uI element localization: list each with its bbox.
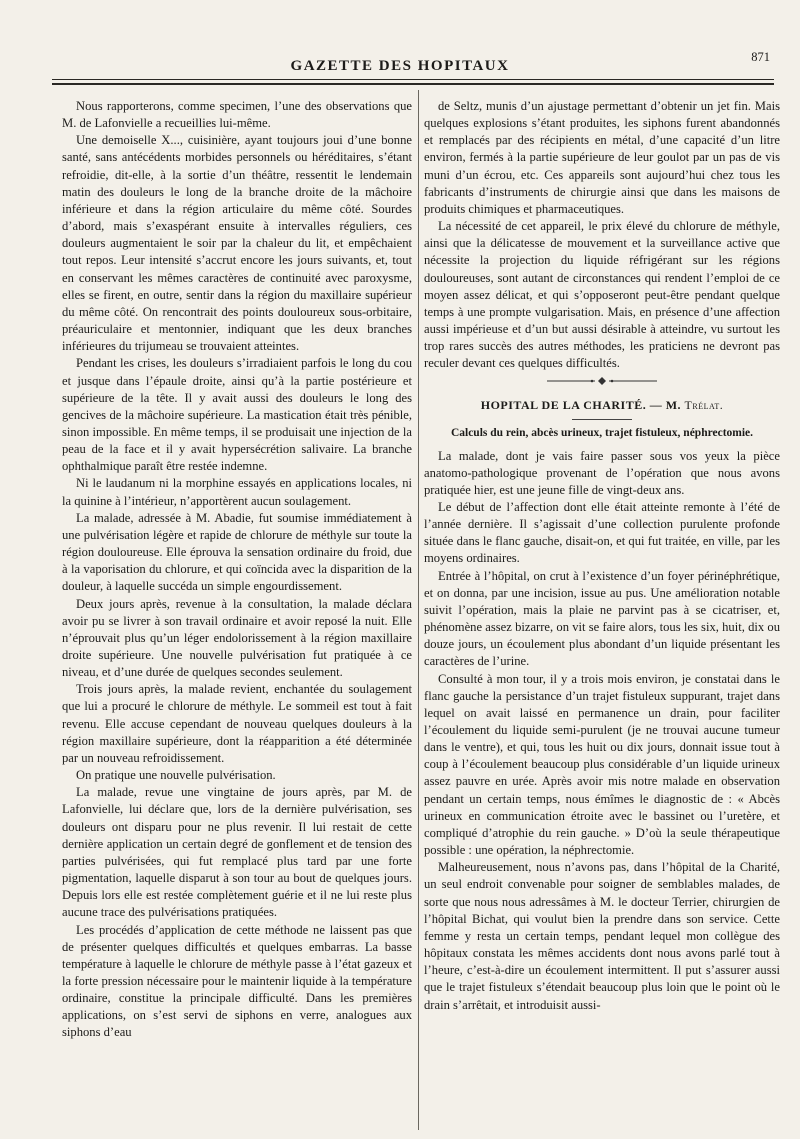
paragraph: Une demoiselle X..., cuisinière, ayant toujours joui d’une bonne santé, sans antécédents morbides personnels ou héréditaires, s’étant refroidie, dit-elle, à la sortie d’un théâtre, ressentit le lendemain matin des douleurs le long de la branche droite de la mâchoire inférieure et dans la région articulaire du même côté. Sourdes d’abord, mais s’exaspérant ensuite à intervalles réguliers, ces douleurs augmentaient le soir par la chaleur du lit, et empêchaient tout repos. Leur intensité s’accrut encore les jours suivants, et, tout en conservant les mêmes caractères de continuité avec paroxysme, elles se firent, en outre, sentir dans la région du maxillaire supérieur du même côté. On rencontrait des points douloureux sous-orbitaire, préauriculaire et mentonnier, indiquant que les deux branches inférieures du trijumeau se trouvaient atteintes.	[62, 133, 412, 354]
page-number: 871	[751, 50, 770, 64]
paragraph: La malade, adressée à M. Abadie, fut soumise immédiatement à une pulvérisation légère et rapide de chlorure de méthyle sur toute la région douloureuse. Elle éprouva la sensation ordinaire du froid, due à la vaporisation du chlorure, et qui coïncida avec la disparition de la douleur, à laquelle succéda un simple engourdissement.	[62, 510, 412, 594]
column-divider	[418, 90, 419, 1130]
section-heading	[424, 397, 780, 413]
short-rule	[572, 419, 632, 420]
paragraph: Trois jours après, la malade revient, enchantée du soulagement que lui a procuré le chlorure de méthyle. Le sommeil est tout à fait revenu. Elle accuse cependant de nouveau quelques douleurs à la région maxillaire supérieure, dont la réapparition a été déterminée par un nouveau refroidissement.	[62, 682, 412, 765]
section-heading-text: HOPITAL DE LA CHARITÉ. — M.	[480, 397, 682, 412]
right-column	[424, 98, 780, 1014]
left-column	[62, 98, 412, 1042]
header-rule-thick	[52, 83, 774, 85]
paragraph: La nécessité de cet appareil, le prix élevé du chlorure de méthyle, ainsi que la délicatesse de mouvement et la surveillance active que nécessite la projection du liquide réfrigérant sur les régions douloureuses, sont autant de circonstances qui rendent l’emploi de ce moyen assez délicat, et qui s’opposeront peut-être pendant quelque temps à une prompte vulgarisation. Mais, en présence d’une affection aussi impérieuse et d’un but aussi désirable à atteindre, vu surtout les trop rares succès des autres méthodes, les praticiens ne devront pas reculer devant ces quelques difficultés.	[424, 219, 780, 371]
paragraph: Malheureusement, nous n’avons pas, dans l’hôpital de la Charité, un seul endroit convenable pour soigner de semblables malades, de sorte que nous nous adressâmes à M. le docteur Terrier, chirurgien de l’hôpital Bichat, qui voulut bien la prendre dans son service. Cette femme y resta un certain temps, pendant lequel mon collègue des hôpitaux constata les mêmes accidents dont nous avons parlé tout à l’heure, c’est-à-dire un écoulement intermittent. Il put s’assurer aussi que le trajet fistuleux s’étendait beaucoup plus loin que le point où le drain s’arrêtait, et introduisit aussi-	[424, 860, 780, 1012]
paragraph: Les procédés d’application de cette méthode ne laissent pas que de présenter quelques difficultés et quelques embarras. La basse température à laquelle le chlorure de méthyle passe à l’état gazeux et la forte pression nécessaire pour le maintenir liquide à la température ordinaire, constitue la principale difficulté. Dans les premières applications, on s’est servi de siphons en verre, analogues aux siphons d’eau	[62, 922, 412, 1040]
section-ornament-icon	[547, 377, 657, 385]
section-author: Trélat.	[684, 397, 724, 412]
paragraph: Consulté à mon tour, il y a trois mois environ, je constatai dans le flanc gauche la persistance d’un trajet fistuleux suppurant, trajet dans lequel on avait laissé en permanence un drain, pour faciliter l’écoulement du liquide semi-purulent (je ne trouvai aucune tumeur dans le ventre), et qui, tous les huit ou dix jours, donnait issue tout à coup à l’écoulement beaucoup plus considérable d’un liquide urineux assez pauvre en urée. Après avoir mis notre malade en observation pendant un certain temps, nous émîmes le diagnostic de : « Abcès urineux en communication étroite avec le bassinet ou l’uretère, et compliqué d’atrophie du rein gauche. » D’où la seule thérapeutique possible : une opération, la néphrectomie.	[424, 671, 780, 858]
paragraph: Entrée à l’hôpital, on crut à l’existence d’un foyer périnéphrétique, et on donna, par une incision, issue au pus. Une amélioration notable suivit l’opération, mais la plaie ne parvint pas à se cicatriser, et, phénomène assez bizarre, on vit se faire alors, tous les six, huit, dix ou douze jours, un écoulement plus abondant d’un liquide présentant les caractères de l’urine.	[424, 568, 780, 669]
paragraph: La malade, dont je vais faire passer sous vos yeux la pièce anatomo-pathologique provenant de l’opération que nous avons pratiquée hier, est une jeune fille de vingt-deux ans.	[424, 448, 780, 497]
paragraph: Ni le laudanum ni la morphine essayés en applications locales, ni la quinine à l’intérieur, n’apportèrent aucun soulagement.	[62, 476, 412, 508]
running-title: GAZETTE DES HOPITAUX	[290, 58, 510, 74]
header-rule-thin	[52, 79, 774, 80]
paragraph: Pendant les crises, les douleurs s’irradiaient parfois le long du cou et jusque dans l’épaule droite, ainsi qu’à la partie postérieure et supérieure de la tête. Il y avait aussi des douleurs le long des gencives de la mâchoire supérieure. La mastication était très pénible, sinon impossible. En même temps, il se produisait une injection de la peau de la face et il y avait hypersécrétion salivaire. La branche ophthalmique paraît être restée indemne.	[62, 356, 412, 474]
paragraph: On pratique une nouvelle pulvérisation.	[76, 768, 276, 783]
subheading: Calculs du rein, abcès urineux, trajet fistuleux, néphrectomie.	[450, 426, 754, 439]
paragraph: Nous rapporterons, comme specimen, l’une des observations que M. de Lafonvielle a recueillies lui-même.	[62, 99, 412, 131]
paragraph: La malade, revue une vingtaine de jours après, par M. de Lafonvielle, lui déclare que, lors de la dernière pulvérisation, ses douleurs ont disparu pour ne plus revenir. Il lui restait de cette dernière application un certain degré de gonflement et de tension des parties pulvérisées, qui fut remplacé plus tard par une forte pigmentation, laquelle disparut à son tour au bout de quelques jours. Depuis lors elle est restée complètement guérie et il ne lui reste plus aucune trace des pulvérisations pratiquées.	[62, 785, 412, 920]
paragraph: de Seltz, munis d’un ajustage permettant d’obtenir un jet fin. Mais quelques explosions s’étant produites, les siphons furent abandonnés et remplacés par des récipients en métal, d’une capacité d’un litre environ, fermés à la partie supérieure de leur goulot par un pas de vis muni d’un écrou, etc. Ces appareils sont aujourd’hui chez tous les fabricants d’instruments de chirurgie ainsi que dans les maisons de produits chimiques et pharmaceutiques.	[424, 99, 780, 216]
paragraph: Le début de l’affection dont elle était atteinte remonte à l’été de l’année dernière. Il s’agissait d’une collection purulente profonde située dans le flanc gauche, disait-on, et qui fut traitée, en ville, par les moyens ordinaires.	[424, 499, 780, 566]
paragraph: Deux jours après, revenue à la consultation, la malade déclara avoir pu se livrer à son travail ordinaire et avoir reposé la nuit. Elle n’éprouvait plus qu’un léger endolorissement à la région maxillaire droite supérieure. Une nouvelle pulvérisation fut pratiquée à ce niveau, et d’une durée de quelques secondes seulement.	[62, 596, 412, 680]
